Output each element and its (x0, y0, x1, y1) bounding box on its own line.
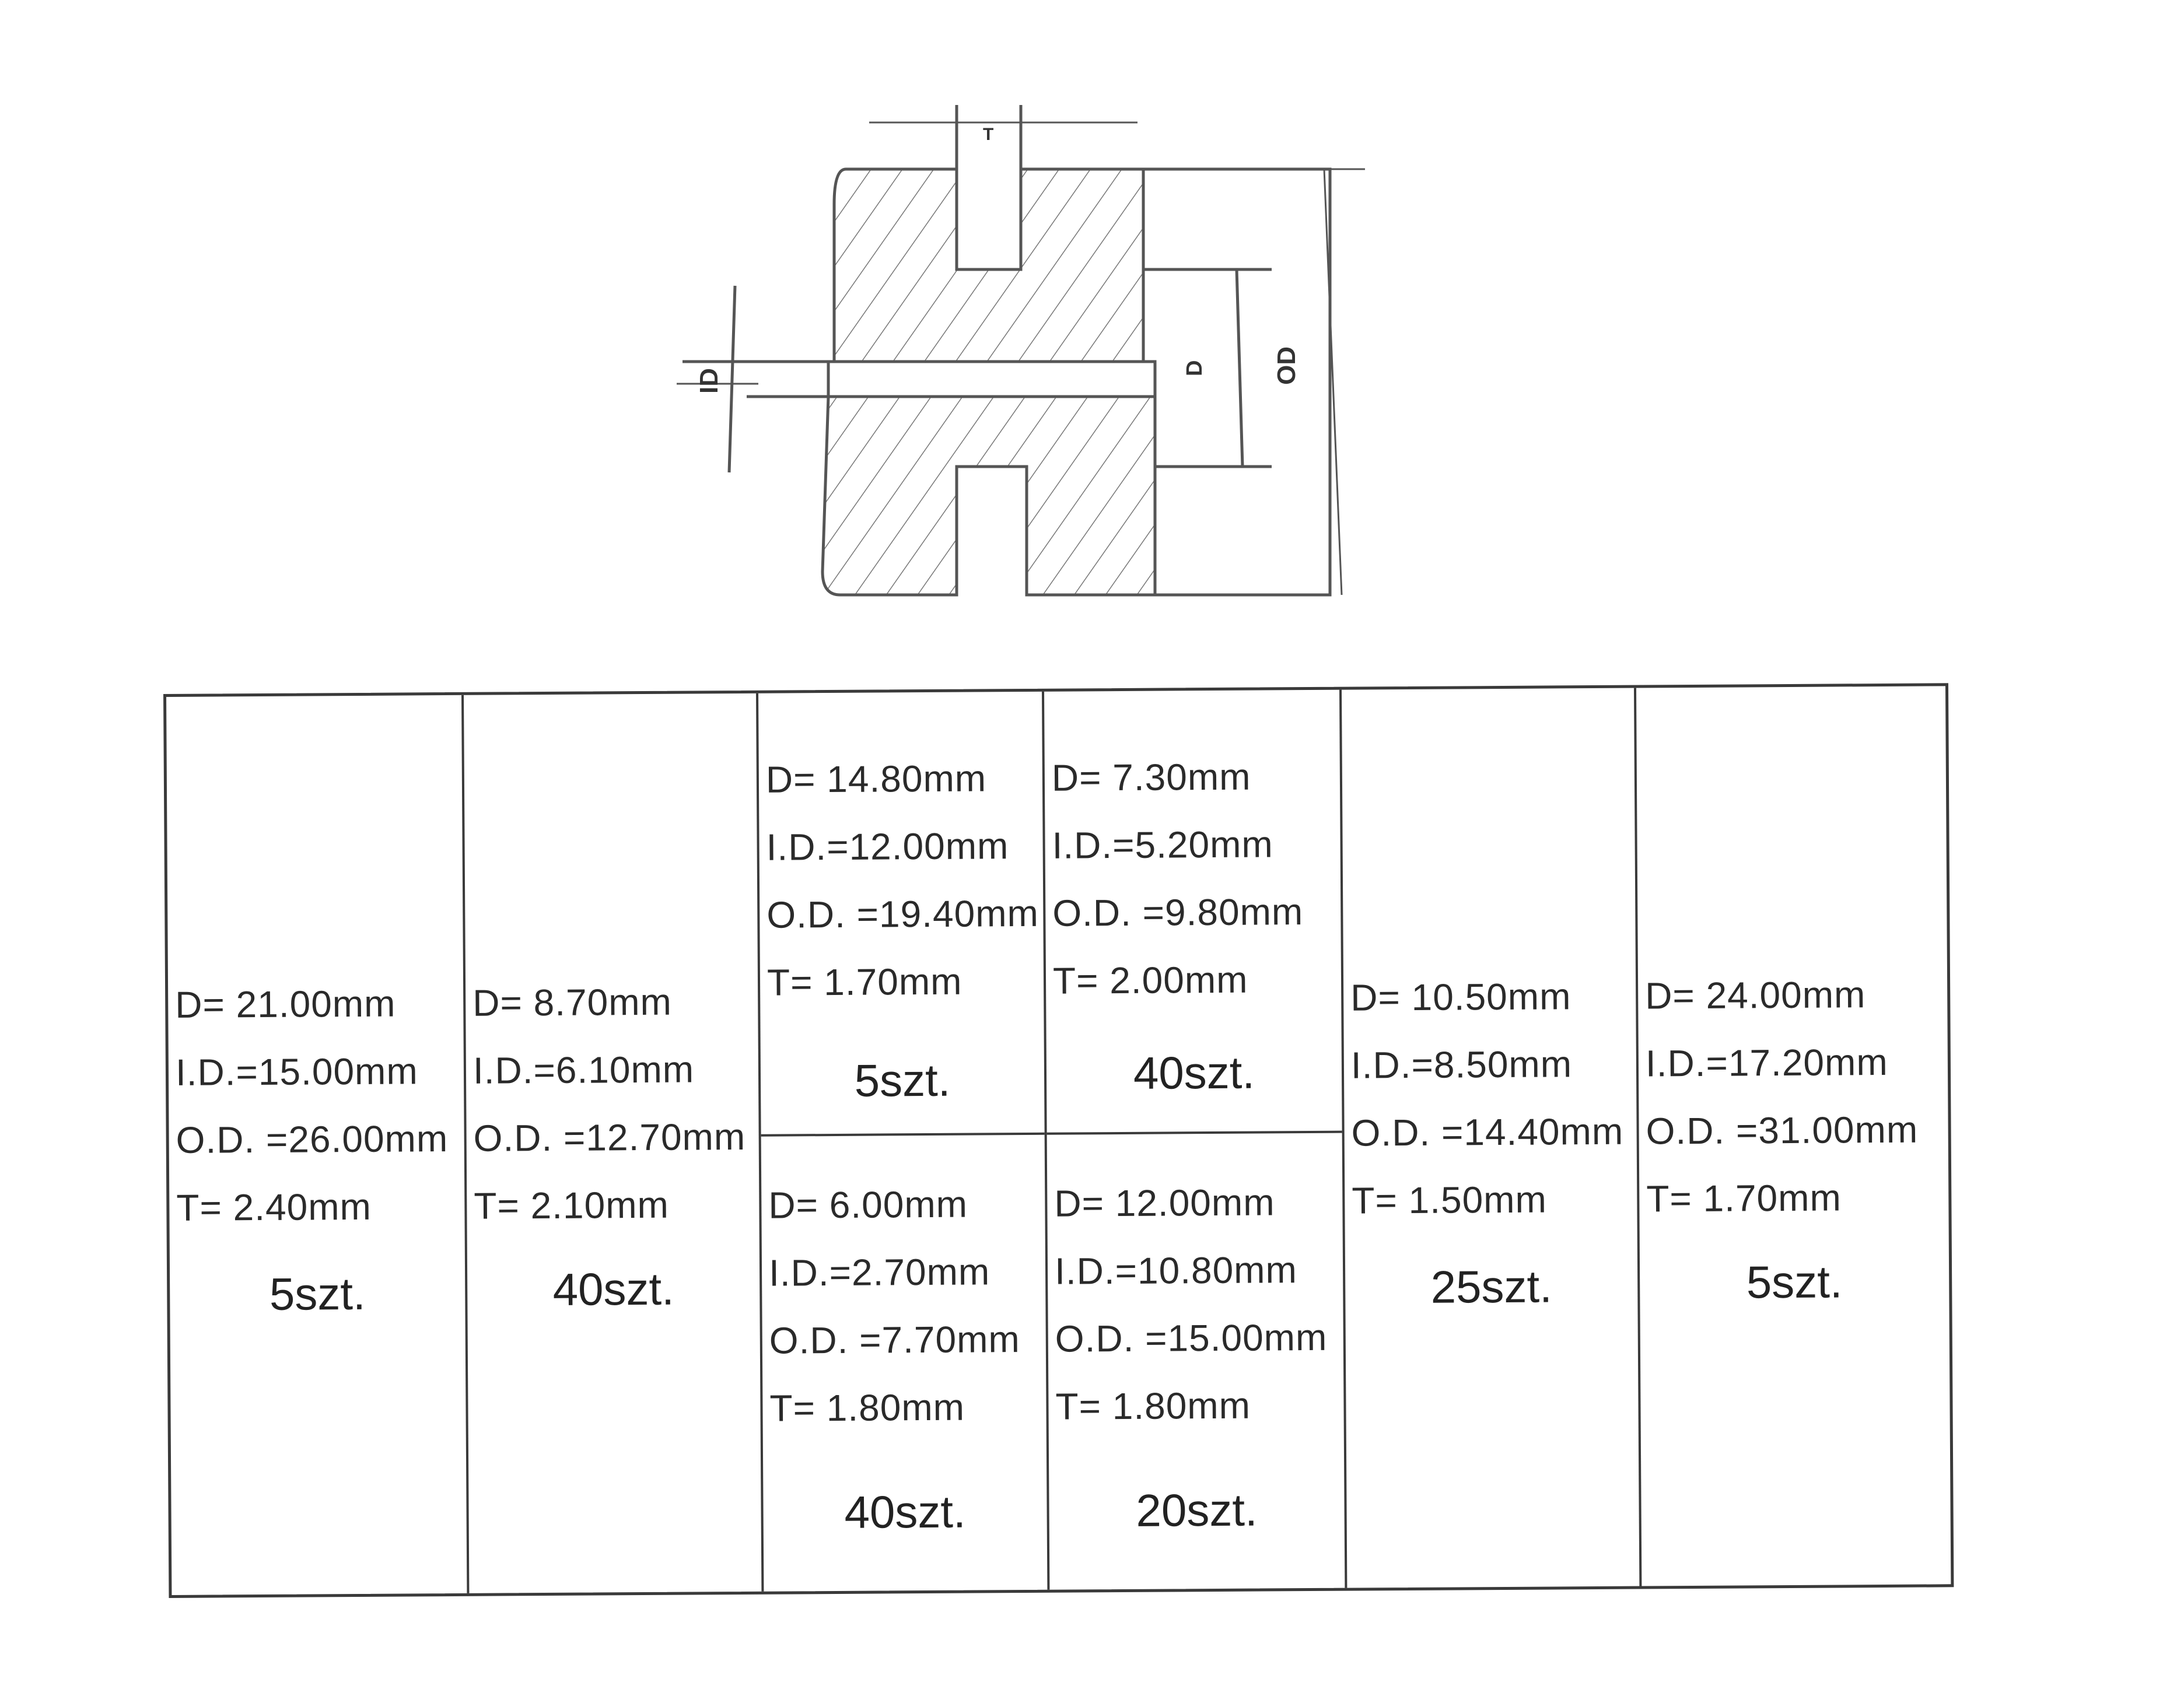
d-value: D= 12.00mm (1054, 1181, 1275, 1225)
spec-lines (1350, 962, 1635, 1235)
spec-lines (473, 968, 757, 1240)
od-value: O.D. =7.70mm (769, 1318, 1020, 1362)
id-value: I.D.=17.20mm (1645, 1040, 1888, 1085)
spec-lines (1054, 1168, 1342, 1441)
od-value: O.D. =31.00mm (1646, 1108, 1919, 1152)
od-outline (1143, 169, 1330, 595)
table-cell (1636, 686, 1951, 1586)
d-label: D (1182, 360, 1207, 376)
table-column (464, 693, 764, 1593)
table-column (1342, 688, 1642, 1588)
spec-lines (766, 744, 1042, 1017)
od-value: O.D. =26.00mm (176, 1117, 449, 1161)
id-value: I.D.=2.70mm (768, 1250, 991, 1294)
id-value: I.D.=12.00mm (766, 825, 1009, 868)
od-value: O.D. =12.70mm (473, 1115, 746, 1159)
table-column (166, 695, 469, 1595)
t-value: T= 2.40mm (176, 1185, 372, 1229)
upper-section (834, 169, 1143, 362)
table-cell (761, 1135, 1048, 1592)
table-column (1044, 690, 1347, 1590)
table-cell (758, 692, 1045, 1137)
d-value: D= 21.00mm (175, 982, 396, 1026)
id-value: I.D.=15.00mm (175, 1050, 418, 1094)
spec-lines (1645, 960, 1947, 1232)
t-value: T= 1.80mm (769, 1386, 965, 1429)
table-cell (1044, 690, 1342, 1135)
quantity: 5szt. (854, 1054, 951, 1106)
d-value: D= 24.00mm (1644, 973, 1866, 1017)
t-value: T= 1.70mm (766, 960, 963, 1004)
spec-lines (768, 1170, 1044, 1442)
od-value: O.D. =14.40mm (1351, 1110, 1624, 1154)
table-column (758, 692, 1049, 1592)
spec-lines (1052, 742, 1339, 1015)
t-label: T (983, 125, 994, 144)
od-label: OD (1272, 346, 1301, 385)
quantity: 40szt. (1133, 1046, 1255, 1099)
table-cell (1047, 1133, 1345, 1590)
id-value: I.D.=8.50mm (1350, 1043, 1573, 1087)
id-value: I.D.=10.80mm (1054, 1249, 1298, 1292)
table-cell (1342, 688, 1639, 1588)
spec-table (163, 683, 1954, 1598)
table-cell (166, 695, 467, 1595)
od-value: O.D. =15.00mm (1055, 1316, 1328, 1360)
id-value: I.D.=5.20mm (1052, 823, 1273, 867)
id-value: I.D.=6.10mm (473, 1048, 695, 1092)
t-value: T= 1.80mm (1055, 1384, 1251, 1428)
quantity: 40szt. (844, 1485, 966, 1538)
id-label: ID (695, 368, 723, 394)
quantity: 20szt. (1136, 1484, 1258, 1536)
t-value: T= 2.00mm (1052, 958, 1248, 1002)
od-value: O.D. =9.80mm (1052, 891, 1304, 934)
d-value: D= 8.70mm (473, 980, 673, 1024)
lower-section (822, 397, 1155, 595)
quantity: 5szt. (269, 1267, 366, 1320)
quantity: 40szt. (552, 1263, 675, 1315)
t-value: T= 1.50mm (1352, 1178, 1547, 1222)
quantity: 5szt. (1746, 1256, 1843, 1308)
d-value: D= 10.50mm (1350, 975, 1572, 1019)
table-column (1636, 686, 1951, 1586)
t-value: T= 1.70mm (1646, 1176, 1842, 1220)
cross-section-diagram (642, 93, 1488, 630)
d-value: D= 7.30mm (1051, 755, 1251, 799)
d-value: D= 6.00mm (768, 1183, 968, 1227)
spec-lines (175, 969, 463, 1242)
od-value: O.D. =19.40mm (766, 892, 1040, 936)
d-value: D= 14.80mm (765, 757, 987, 801)
quantity: 25szt. (1430, 1260, 1553, 1313)
t-value: T= 2.10mm (474, 1183, 670, 1227)
table-cell (464, 693, 761, 1593)
